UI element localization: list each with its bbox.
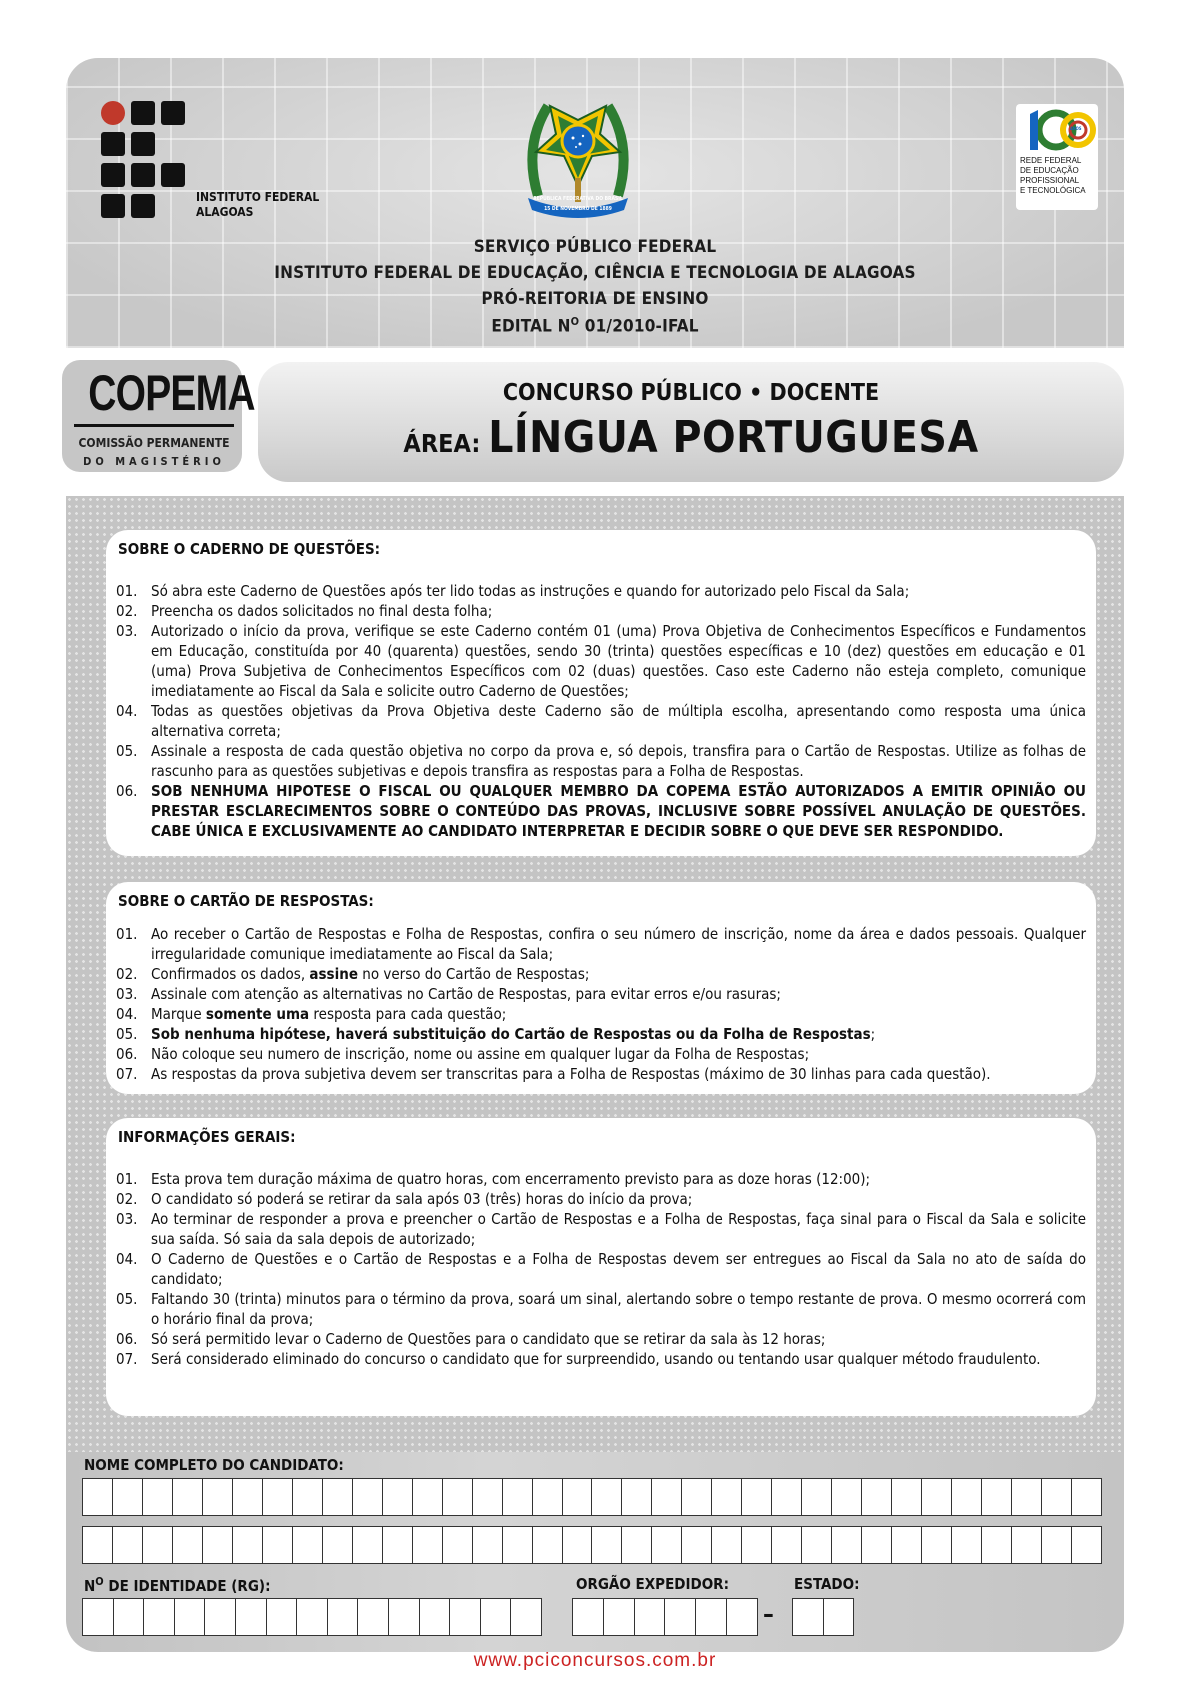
rede-line-3: PROFISSIONAL (1020, 176, 1080, 185)
item-text: Só será permitido levar o Caderno de Questões para o candidato que se retirar da sala às 12 horas; (151, 1330, 826, 1348)
item-text: Não coloque seu numero de inscrição, nome ou assine em qualquer lugar da Folha de Respostas; (151, 1045, 810, 1063)
char-box[interactable] (420, 1599, 451, 1635)
char-box[interactable] (832, 1527, 862, 1563)
char-box[interactable] (328, 1599, 359, 1635)
caderno-item-6 (116, 781, 1086, 841)
char-box[interactable] (203, 1527, 233, 1563)
char-box[interactable] (592, 1479, 622, 1515)
gerais-item-1 (116, 1169, 1086, 1189)
char-box[interactable] (604, 1599, 635, 1635)
char-box[interactable] (205, 1599, 236, 1635)
gerais-item-2 (116, 1189, 1086, 1209)
item-text: Só abra este Caderno de Questões após ter lido todas as instruções e quando for autorizado pelo Fiscal da Sala; (151, 582, 910, 600)
char-box[interactable] (772, 1527, 802, 1563)
gerais-item-4 (116, 1249, 1086, 1289)
char-box[interactable] (742, 1479, 772, 1515)
char-box[interactable] (473, 1527, 503, 1563)
edital-sup: O (570, 315, 580, 328)
char-box[interactable] (83, 1479, 113, 1515)
caderno-item-5 (116, 741, 1086, 781)
caderno-item-3 (116, 621, 1086, 701)
rede-text (1020, 156, 1086, 196)
item-number: 05. (116, 1025, 138, 1043)
item-number: 03. (116, 985, 138, 1003)
char-box[interactable] (236, 1599, 267, 1635)
item-text: Assinale com atenção as alternativas no Cartão de Respostas, para evitar erros e/ou rasuras; (151, 985, 781, 1003)
gerais-item-5 (116, 1289, 1086, 1329)
char-box[interactable] (922, 1527, 952, 1563)
cartao-item-1 (116, 924, 1086, 964)
caderno-list (116, 581, 1086, 841)
rede-line-1: REDE FEDERAL (1020, 156, 1082, 165)
footer-url[interactable]: www.pciconcursos.com.br (473, 1650, 717, 1671)
char-box[interactable] (113, 1479, 143, 1515)
item-text: Preencha os dados solicitados no final desta folha; (151, 602, 493, 620)
char-box[interactable] (473, 1479, 503, 1515)
item-text: ; (870, 1025, 876, 1043)
item-text: Marque (151, 1005, 206, 1023)
char-box[interactable] (481, 1599, 512, 1635)
item-bold-text: somente uma (205, 1005, 310, 1023)
item-text: Ao receber o Cartão de Respostas e Folha de Respostas, confira o seu número de inscrição, nome da área e dados pessoais. Qualquer irregularidade comunique imediatamente ao Fiscal da Sala; (151, 925, 1086, 963)
char-box[interactable] (563, 1479, 593, 1515)
item-bold-text: Sob nenhuma hipótese, haverá substituição do Cartão de Respostas ou da Folha de Respostas (151, 1025, 871, 1043)
char-box[interactable] (635, 1599, 666, 1635)
char-box[interactable] (793, 1599, 824, 1635)
item-text: Esta prova tem duração máxima de quatro horas, com encerramento previsto para as doze horas (12:00); (151, 1170, 871, 1188)
rede-federal-logo (1016, 104, 1098, 210)
gerais-item-6 (116, 1329, 1086, 1349)
char-box[interactable] (443, 1479, 473, 1515)
rg-sup: O (95, 1575, 104, 1588)
if-logo-text-2: ALAGOAS (196, 205, 254, 219)
item-text: O Caderno de Questões e o Cartão de Respostas e a Folha de Respostas devem ser entregues ao Fiscal da Sala no ato de saída do candidato; (151, 1250, 1086, 1288)
gerais-list (116, 1169, 1086, 1369)
char-box[interactable] (1042, 1479, 1072, 1515)
char-box[interactable] (353, 1479, 383, 1515)
item-number: 04. (116, 702, 138, 720)
item-text: Faltando 30 (trinta) minutos para o término da prova, soará um sinal, alertando sobre o tempo restante de prova. O mesmo ocorrerá com o horário final da prova; (151, 1290, 1086, 1328)
char-box[interactable] (83, 1527, 113, 1563)
item-number: 02. (116, 965, 138, 983)
caderno-item-1 (116, 581, 1086, 601)
char-box[interactable] (802, 1479, 832, 1515)
char-box[interactable] (652, 1527, 682, 1563)
char-box[interactable] (952, 1527, 982, 1563)
char-box[interactable] (712, 1479, 742, 1515)
item-number: 02. (116, 1190, 138, 1208)
coat-of-arms-icon (518, 86, 638, 226)
char-box[interactable] (802, 1527, 832, 1563)
char-box[interactable] (144, 1599, 175, 1635)
char-box[interactable] (832, 1479, 862, 1515)
item-number: 03. (116, 1210, 138, 1228)
char-box[interactable] (503, 1527, 533, 1563)
char-box[interactable] (922, 1479, 952, 1515)
copema-subtitle-2: DO MAGISTÉRIO (83, 455, 225, 468)
if-logo-text-1: INSTITUTO FEDERAL (196, 190, 320, 204)
char-box[interactable] (892, 1527, 922, 1563)
area-label: ÁREA: (403, 429, 489, 458)
char-box[interactable] (712, 1527, 742, 1563)
char-box[interactable] (952, 1479, 982, 1515)
coat-ribbon-text-2: 15 DE NOVEMBRO DE 1889 (544, 206, 612, 212)
cartao-title: SOBRE O CARTÃO DE RESPOSTAS: (118, 892, 374, 910)
header-line-2: INSTITUTO FEDERAL DE EDUCAÇÃO, CIÊNCIA E TECNOLOGIA DE ALAGOAS (274, 263, 916, 283)
char-box[interactable] (413, 1527, 443, 1563)
edital-suffix: 01/2010-IFAL (579, 316, 699, 337)
cartao-item-6 (116, 1044, 1086, 1064)
caderno-item-4 (116, 701, 1086, 741)
char-box[interactable] (982, 1527, 1012, 1563)
char-box[interactable] (233, 1527, 263, 1563)
rede-line-2: DE EDUCAÇÃO (1020, 166, 1079, 175)
if-logo (100, 100, 190, 226)
item-text: Assinale a resposta de cada questão objetiva no corpo da prova e, só depois, transfira para o Cartão de Respostas. Utilize as folhas de rascunho para as questões subjetivas e depois transfira as respostas para a Folha de Respostas. (151, 742, 1086, 780)
char-box[interactable] (413, 1479, 443, 1515)
cartao-item-2 (116, 964, 1086, 984)
char-box[interactable] (114, 1599, 145, 1635)
char-box[interactable] (450, 1599, 481, 1635)
char-box[interactable] (862, 1479, 892, 1515)
char-box[interactable] (83, 1599, 114, 1635)
copema-title: COPEMA (88, 365, 255, 421)
if-logo-label (196, 190, 319, 220)
char-box[interactable] (203, 1479, 233, 1515)
cartao-item-7 (116, 1064, 1086, 1084)
orgao-estado-dash: – (763, 1600, 774, 1628)
char-box[interactable] (622, 1527, 652, 1563)
rede-100-icon (1016, 106, 1098, 154)
char-box[interactable] (1072, 1527, 1101, 1563)
item-text: resposta para cada questão; (309, 1005, 507, 1023)
concurso-title: CONCURSO PÚBLICO • DOCENTE (502, 380, 880, 406)
item-number: 01. (116, 1170, 138, 1188)
coat-ribbon-text-1: REPÚBLICA FEDERATIVA DO BRASIL (533, 196, 623, 202)
char-box[interactable] (358, 1599, 389, 1635)
char-box[interactable] (592, 1527, 622, 1563)
area-name: LÍNGUA PORTUGUESA (488, 412, 979, 463)
item-number: 01. (116, 582, 138, 600)
header-line-3: PRÓ-REITORIA DE ENSINO (481, 289, 709, 309)
item-text: no verso do Cartão de Respostas; (357, 965, 590, 983)
char-box[interactable] (1012, 1527, 1042, 1563)
char-box[interactable] (563, 1527, 593, 1563)
estado-label: ESTADO: (794, 1575, 860, 1593)
char-box[interactable] (175, 1599, 206, 1635)
copema-divider (74, 424, 234, 427)
area-heading (258, 412, 1124, 463)
char-box[interactable] (503, 1479, 533, 1515)
rede-anos: ANOS (1070, 126, 1082, 131)
header-line-4 (66, 315, 1124, 337)
item-text: As respostas da prova subjetiva devem ser transcritas para a Folha de Respostas (máximo de 30 linhas para cada questão). (151, 1065, 991, 1083)
nome-label: NOME COMPLETO DO CANDIDATO: (84, 1456, 344, 1474)
if-logo-icon (100, 100, 190, 222)
char-box[interactable] (1012, 1479, 1042, 1515)
item-text: Autorizado o início da prova, verifique se este Caderno contém 01 (uma) Prova Objetiva de Conhecimentos Específicos e Fundamentos em Educação, constituída por 40 (quarenta) questões, sendo 30 (trinta) questões específicas e 10 (dez) questões em educação e 01 (uma) Prova Subjetiva de Conhecimentos Específicos com 02 (duas) questões. Caso este Caderno não esteja completo, comunique imediatamente ao Fiscal da Sala e solicite outro Caderno de Questões; (151, 622, 1086, 700)
rg-suffix: DE IDENTIDADE (RG): (103, 1577, 271, 1595)
char-box[interactable] (353, 1527, 383, 1563)
char-box[interactable] (573, 1599, 604, 1635)
item-number: 02. (116, 602, 138, 620)
rg-label (84, 1575, 270, 1595)
char-box[interactable] (982, 1479, 1012, 1515)
item-number: 07. (116, 1065, 138, 1083)
char-box[interactable] (383, 1527, 413, 1563)
char-box[interactable] (173, 1479, 203, 1515)
gerais-title: INFORMAÇÕES GERAIS: (118, 1128, 296, 1146)
char-box[interactable] (742, 1527, 772, 1563)
item-number: 07. (116, 1350, 138, 1368)
item-text: SOB NENHUMA HIPOTESE O FISCAL OU QUALQUER MEMBRO DA COPEMA ESTÃO AUTORIZADOS A EMITIR OPINIÃO OU PRESTAR ESCLARECIMENTOS SOBRE O CONTEÚDO DAS PROVAS, INCLUSIVE SOBRE POSSÍVEL ANULAÇÃO DE QUESTÕES. CABE ÚNICA E EXCLUSIVAMENTE AO CANDIDATO INTERPRETAR E DECIDIR SOBRE O QUE DEVE SER RESPONDIDO. (151, 782, 1086, 840)
char-box[interactable] (682, 1527, 712, 1563)
rede-line-4: E TECNOLÓGICA (1020, 186, 1086, 195)
char-box[interactable] (143, 1479, 173, 1515)
char-box[interactable] (824, 1599, 854, 1635)
item-number: 06. (116, 782, 138, 800)
rg-prefix: N (84, 1577, 96, 1595)
char-box[interactable] (622, 1479, 652, 1515)
item-number: 04. (116, 1005, 138, 1023)
char-box[interactable] (293, 1479, 323, 1515)
char-box[interactable] (383, 1479, 413, 1515)
item-number: 01. (116, 925, 138, 943)
orgao-boxes[interactable] (572, 1598, 758, 1636)
nome-boxes-row-2[interactable] (82, 1526, 1102, 1564)
rg-boxes[interactable] (82, 1598, 542, 1636)
char-box[interactable] (665, 1599, 696, 1635)
char-box[interactable] (533, 1479, 563, 1515)
char-box[interactable] (443, 1527, 473, 1563)
char-box[interactable] (323, 1527, 353, 1563)
cartao-item-3 (116, 984, 1086, 1004)
item-number: 06. (116, 1330, 138, 1348)
item-text: Todas as questões objetivas da Prova Objetiva deste Caderno são de múltipla escolha, apresentando como resposta uma única alternativa correta; (151, 702, 1086, 740)
char-box[interactable] (389, 1599, 420, 1635)
item-number: 05. (116, 742, 138, 760)
item-text: Ao terminar de responder a prova e preencher o Cartão de Respostas e a Folha de Respostas, faça sinal para o Fiscal da Sala e solicite sua saída. Só saia da sala depois de autorizado; (151, 1210, 1086, 1248)
char-box[interactable] (173, 1527, 203, 1563)
char-box[interactable] (293, 1527, 323, 1563)
gerais-item-3 (116, 1209, 1086, 1249)
char-box[interactable] (682, 1479, 712, 1515)
nome-boxes-row-1[interactable] (82, 1478, 1102, 1516)
item-text: Será considerado eliminado do concurso o candidato que for surpreendido, usando ou tentando usar qualquer método fraudulento. (151, 1350, 1041, 1368)
gerais-item-7 (116, 1349, 1086, 1369)
item-bold-text: assine (309, 965, 358, 983)
item-number: 05. (116, 1290, 138, 1308)
caderno-item-2 (116, 601, 1086, 621)
char-box[interactable] (323, 1479, 353, 1515)
char-box[interactable] (263, 1527, 293, 1563)
item-number: 04. (116, 1250, 138, 1268)
caderno-title: SOBRE O CADERNO DE QUESTÕES: (118, 540, 381, 558)
item-text: Confirmados os dados, (151, 965, 310, 983)
char-box[interactable] (696, 1599, 727, 1635)
char-box[interactable] (267, 1599, 298, 1635)
char-box[interactable] (113, 1527, 143, 1563)
char-box[interactable] (263, 1479, 293, 1515)
char-box[interactable] (892, 1479, 922, 1515)
item-text: O candidato só poderá se retirar da sala após 03 (três) horas do início da prova; (151, 1190, 693, 1208)
char-box[interactable] (1072, 1479, 1101, 1515)
header-line-1: SERVIÇO PÚBLICO FEDERAL (473, 237, 717, 257)
orgao-label: ORGÃO EXPEDIDOR: (576, 1575, 729, 1593)
char-box[interactable] (233, 1479, 263, 1515)
cartao-item-5 (116, 1024, 1086, 1044)
char-box[interactable] (862, 1527, 892, 1563)
edital-prefix: EDITAL N (491, 316, 571, 337)
char-box[interactable] (143, 1527, 173, 1563)
estado-boxes[interactable] (792, 1598, 854, 1636)
char-box[interactable] (652, 1479, 682, 1515)
char-box[interactable] (511, 1599, 541, 1635)
char-box[interactable] (772, 1479, 802, 1515)
char-box[interactable] (727, 1599, 757, 1635)
char-box[interactable] (1042, 1527, 1072, 1563)
item-number: 03. (116, 622, 138, 640)
char-box[interactable] (533, 1527, 563, 1563)
copema-subtitle-1: COMISSÃO PERMANENTE (78, 436, 230, 450)
char-box[interactable] (297, 1599, 328, 1635)
cartao-list (116, 924, 1086, 1084)
item-number: 06. (116, 1045, 138, 1063)
cartao-item-4 (116, 1004, 1086, 1024)
